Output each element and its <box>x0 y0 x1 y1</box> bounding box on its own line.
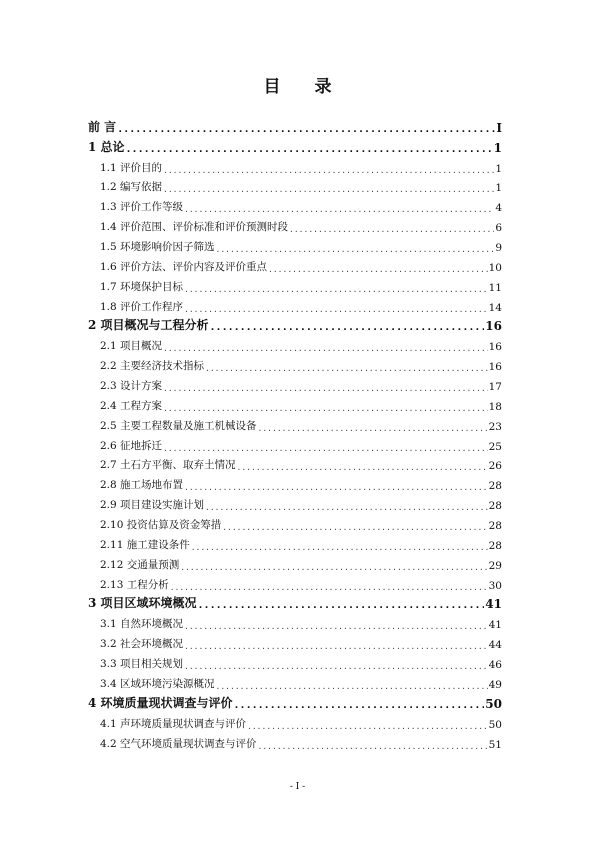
toc-entry-page: 1 <box>495 162 502 175</box>
page-number: - I - <box>289 782 306 792</box>
dot-leader <box>163 344 488 353</box>
dot-leader <box>237 463 488 472</box>
toc-entry-label: 4.2 空气环境质量现状调查与评价 <box>100 737 257 750</box>
dot-leader <box>184 205 494 214</box>
dot-leader <box>170 583 488 592</box>
toc-section-entry[interactable] <box>88 194 502 214</box>
toc-entry-label: 2.3 设计方案 <box>100 380 163 393</box>
toc-entry-label: 2.9 项目建设实施计划 <box>100 499 205 512</box>
toc-entry-label: 4 环境质量现状调查与评价 <box>88 695 233 710</box>
dot-leader <box>117 124 495 135</box>
toc-entry-label: 3.4 区域环境污染源概况 <box>100 677 215 690</box>
dot-leader <box>247 722 488 731</box>
dot-leader <box>184 305 488 314</box>
dot-leader <box>268 265 488 274</box>
toc-entry-label: 1.3 评价工作等级 <box>100 201 184 214</box>
toc-section-entry[interactable] <box>88 611 502 631</box>
toc-entry-label: 1.7 环境保护目标 <box>100 280 184 293</box>
dot-leader <box>210 322 485 333</box>
dot-leader <box>184 285 488 294</box>
toc-entry-page: 28 <box>488 500 502 513</box>
toc-section-entry[interactable] <box>88 155 502 175</box>
toc-entry-page: 28 <box>488 539 502 552</box>
toc-section-entry[interactable] <box>88 512 502 532</box>
toc-entry-page: 51 <box>488 738 502 751</box>
dot-leader <box>289 225 494 234</box>
toc-entry-page: 50 <box>488 718 502 731</box>
toc-entry-label: 3.2 社会环境概况 <box>100 638 184 651</box>
toc-entry-page: 18 <box>488 400 502 413</box>
toc-entry-label: 2 项目概况与工程分析 <box>88 318 209 333</box>
toc-entry-label: 2.1 项目概况 <box>100 340 163 353</box>
toc-section-entry[interactable] <box>88 552 502 572</box>
toc-entry-page: 14 <box>488 301 502 314</box>
dot-leader <box>205 503 488 512</box>
toc-chapter-entry[interactable] <box>88 592 502 612</box>
toc-section-entry[interactable] <box>88 353 502 373</box>
table-of-contents <box>88 115 502 751</box>
toc-section-entry[interactable] <box>88 254 502 274</box>
dot-leader <box>205 364 488 373</box>
toc-entry-label: 2.13 工程分析 <box>100 578 169 591</box>
toc-entry-label: 2.11 施工建设条件 <box>100 538 190 551</box>
toc-entry-label: 2.6 征地拆迁 <box>100 439 163 452</box>
dot-leader <box>184 483 488 492</box>
toc-entry-label: 1.8 评价工作程序 <box>100 300 184 313</box>
toc-chapter-entry[interactable] <box>88 314 502 334</box>
toc-section-entry[interactable] <box>88 731 502 751</box>
toc-entry-page: 28 <box>488 520 502 533</box>
toc-entry-page: 41 <box>485 597 502 612</box>
dot-leader <box>180 563 487 572</box>
toc-entry-page: 46 <box>488 659 502 672</box>
toc-entry-page: 6 <box>495 222 502 235</box>
dot-leader <box>234 700 485 711</box>
toc-section-entry[interactable] <box>88 651 502 671</box>
toc-entry-label: 4.1 声环境质量现状调查与评价 <box>100 717 247 730</box>
toc-entry-label: 1.1 评价目的 <box>100 161 163 174</box>
toc-entry-page: 26 <box>488 460 502 473</box>
toc-section-entry[interactable] <box>88 492 502 512</box>
toc-entry-label: 1.5 环境影响价因子筛选 <box>100 241 215 254</box>
toc-entry-label: 1.6 评价方法、评价内容及评价重点 <box>100 260 268 273</box>
toc-section-entry[interactable] <box>88 631 502 651</box>
toc-section-entry[interactable] <box>88 711 502 731</box>
dot-leader <box>216 245 495 254</box>
dot-leader <box>216 682 488 691</box>
toc-section-entry[interactable] <box>88 453 502 473</box>
toc-entry-page: 44 <box>488 639 502 652</box>
toc-section-entry[interactable] <box>88 294 502 314</box>
toc-entry-label: 前 言 <box>88 119 117 134</box>
toc-section-entry[interactable] <box>88 175 502 195</box>
dot-leader <box>258 742 488 751</box>
toc-entry-page: 10 <box>488 261 502 274</box>
toc-section-entry[interactable] <box>88 333 502 353</box>
toc-entry-label: 2.7 土石方平衡、取弃土情况 <box>100 459 236 472</box>
toc-chapter-entry[interactable] <box>88 135 502 155</box>
toc-entry-page: 1 <box>493 140 502 155</box>
dot-leader <box>184 622 488 631</box>
dot-leader <box>163 185 494 194</box>
toc-section-entry[interactable] <box>88 214 502 234</box>
toc-entry-page: 1 <box>495 182 502 195</box>
toc-chapter-entry[interactable] <box>88 115 502 135</box>
toc-entry-page: 49 <box>488 678 502 691</box>
toc-section-entry[interactable] <box>88 472 502 492</box>
dot-leader <box>184 642 488 651</box>
toc-entry-page: 50 <box>485 696 502 711</box>
toc-entry-label: 1.2 编写依据 <box>100 181 163 194</box>
page-title: 目 录 <box>263 77 346 97</box>
toc-entry-label: 3 项目区域环境概况 <box>88 596 197 611</box>
toc-entry-page: 11 <box>488 281 502 294</box>
toc-section-entry[interactable] <box>88 234 502 254</box>
toc-section-entry[interactable] <box>88 393 502 413</box>
toc-entry-page: I <box>496 120 502 135</box>
toc-section-entry[interactable] <box>88 671 502 691</box>
toc-section-entry[interactable] <box>88 532 502 552</box>
toc-entry-label: 2.12 交通量预测 <box>100 558 180 571</box>
toc-entry-page: 25 <box>488 440 502 453</box>
toc-section-entry[interactable] <box>88 572 502 592</box>
dot-leader <box>222 523 487 532</box>
toc-entry-page: 28 <box>488 480 502 493</box>
toc-entry-label: 3.1 自然环境概况 <box>100 618 184 631</box>
toc-entry-page: 29 <box>488 559 502 572</box>
toc-entry-page: 17 <box>488 381 502 394</box>
dot-leader <box>258 424 488 433</box>
toc-entry-label: 2.4 工程方案 <box>100 399 163 412</box>
toc-entry-label: 3.3 项目相关规划 <box>100 658 184 671</box>
dot-leader <box>163 444 488 453</box>
dot-leader <box>126 144 493 155</box>
dot-leader <box>163 166 494 175</box>
dot-leader <box>184 662 488 671</box>
dot-leader <box>198 600 485 611</box>
toc-section-entry[interactable] <box>88 274 502 294</box>
toc-entry-label: 1.4 评价范围、评价标准和评价预测时段 <box>100 221 289 234</box>
dot-leader <box>163 384 488 393</box>
dot-leader <box>163 404 488 413</box>
toc-entry-page: 16 <box>488 361 502 374</box>
toc-entry-label: 2.5 主要工程数量及施工机械设备 <box>100 419 257 432</box>
toc-entry-page: 9 <box>495 242 502 255</box>
toc-section-entry[interactable] <box>88 413 502 433</box>
toc-entry-page: 41 <box>488 619 502 632</box>
toc-entry-page: 16 <box>485 319 502 334</box>
toc-entry-label: 2.8 施工场地布置 <box>100 479 184 492</box>
dot-leader <box>191 543 488 552</box>
toc-section-entry[interactable] <box>88 433 502 453</box>
toc-chapter-entry[interactable] <box>88 691 502 711</box>
toc-entry-label: 1 总论 <box>88 139 125 154</box>
toc-entry-page: 16 <box>488 341 502 354</box>
toc-entry-page: 23 <box>488 420 502 433</box>
toc-section-entry[interactable] <box>88 373 502 393</box>
toc-entry-page: 4 <box>495 202 502 215</box>
toc-entry-label: 2.10 投资估算及资金筹措 <box>100 519 222 532</box>
toc-entry-label: 2.2 主要经济技术指标 <box>100 360 205 373</box>
toc-entry-page: 30 <box>488 579 502 592</box>
